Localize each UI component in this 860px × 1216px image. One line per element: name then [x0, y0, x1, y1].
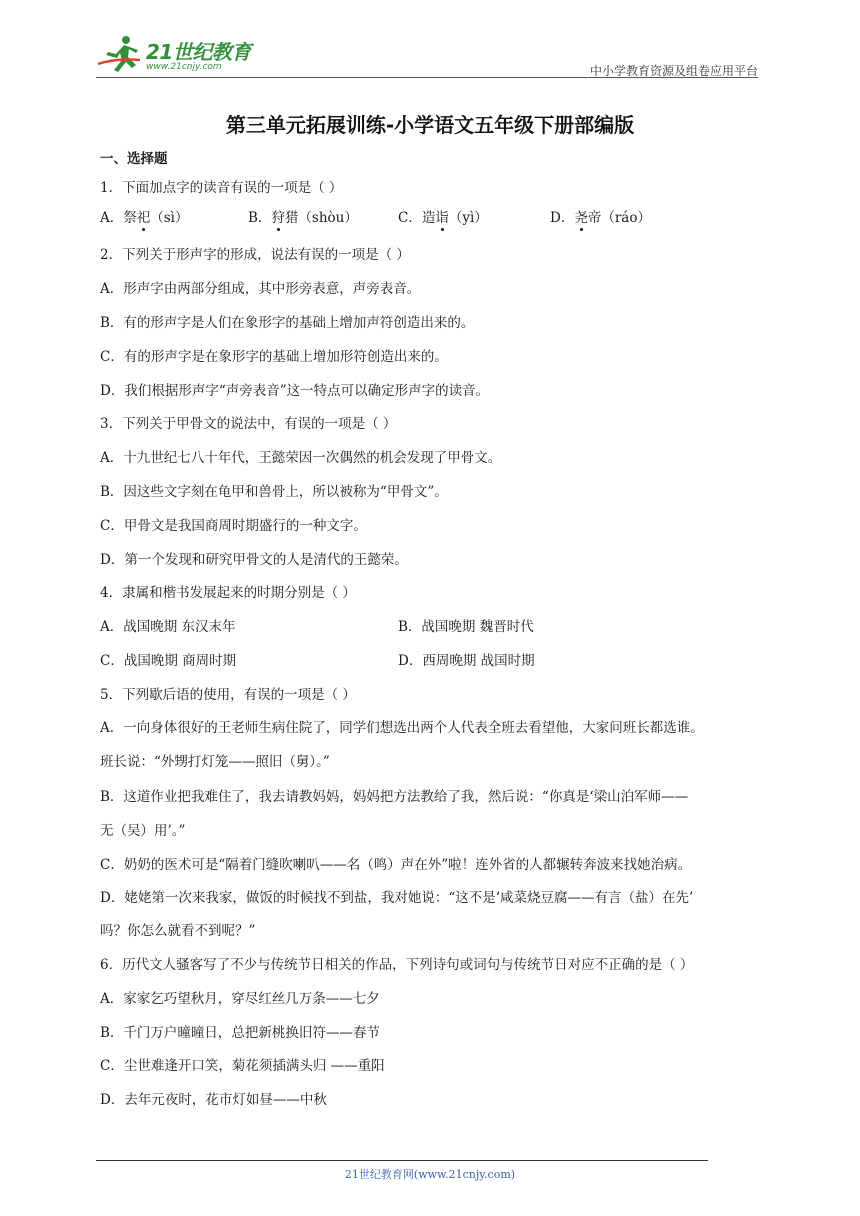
- question-2-option-a: A．形声字由两部分组成，其中形旁表意，声旁表音。: [100, 281, 421, 297]
- question-2-option-c: C．有的形声字是在象形字的基础上增加形符创造出来的。: [100, 349, 448, 365]
- logo: [96, 30, 266, 78]
- question-3-option-d: D．第一个发现和研究甲骨文的人是清代的王懿荣。: [100, 552, 408, 568]
- question-1-option-d: D．尧帝（ráo）: [550, 210, 651, 226]
- question-5-option-a: A．一向身体很好的王老师生病住院了，同学们想选出两个人代表全班去看望他，大家问班长都选谁。: [100, 720, 704, 736]
- document-title: 第三单元拓展训练-小学语文五年级下册部编版: [225, 113, 635, 137]
- footer-divider: [96, 1160, 708, 1161]
- question-5-option-d: D．姥姥第一次来我家，做饭的时候找不到盐，我对她说：“这不是‘咸菜烧豆腐——有言（盐）在先’: [100, 890, 694, 906]
- question-2-stem: 2．下列关于形声字的形成，说法有误的一项是（ ）: [100, 247, 410, 263]
- question-5-option-b-cont: 无（吴）用’。”: [100, 823, 186, 839]
- question-5-option-c: C．奶奶的医术可是“隔着门缝吹喇叭——名（鸣）声在外”啦！连外省的人都辗转奔波来找她治病。: [100, 857, 692, 873]
- question-4-option-a: A．战国晚期 东汉末年: [100, 619, 236, 635]
- question-2-option-b: B．有的形声字是人们在象形字的基础上增加声符创造出来的。: [100, 315, 475, 331]
- question-5-option-d-cont: 吗？你怎么就看不到呢？”: [100, 923, 256, 939]
- question-4-stem: 4．隶属和楷书发展起来的时期分别是（ ）: [100, 585, 356, 601]
- emphasis-dot-char: 诣: [435, 210, 449, 226]
- question-3-stem: 3．下列关于甲骨文的说法中，有误的一项是（ ）: [100, 416, 397, 432]
- question-6-option-b: B．千门万户曈曈日，总把新桃换旧符——春节: [100, 1025, 380, 1041]
- question-5-option-a-cont: 班长说：“外甥打灯笼——照旧（舅）。”: [100, 754, 330, 770]
- runner-logo-icon: [96, 34, 144, 74]
- question-6-option-d: D．去年元夜时，花市灯如昼——中秋: [100, 1092, 327, 1108]
- question-6-stem: 6．历代文人骚客写了不少与传统节日相关的作品，下列诗句或词句与传统节日对应不正确的是（ ）: [100, 957, 694, 973]
- footer-source: 21世纪教育网(www.21cnjy.com): [344, 1168, 516, 1181]
- logo-text: 21世纪教育: [146, 40, 251, 64]
- logo-url: www.21cnjy.com: [146, 62, 222, 72]
- question-5-option-b: B．这道作业把我难住了，我去请教妈妈，妈妈把方法教给了我，然后说：“你真是‘梁山泊军师——: [100, 789, 689, 805]
- emphasis-dot-char: 祀: [136, 210, 151, 226]
- question-4-option-b: B．战国晚期 魏晋时代: [398, 619, 534, 635]
- question-3-option-c: C．甲骨文是我国商周时期盛行的一种文字。: [100, 518, 367, 534]
- section-heading: 一、选择题: [100, 151, 168, 167]
- question-1-stem: 1．下面加点字的读音有误的一项是（ ）: [100, 180, 343, 196]
- question-4-option-c: C．战国晚期 商周时期: [100, 653, 237, 669]
- question-1-option-b: B．狩猎（shòu）: [248, 210, 358, 226]
- page-header: [96, 30, 758, 78]
- emphasis-dot-char: 尧: [574, 210, 588, 226]
- question-6-option-a: A．家家乞巧望秋月，穿尽红丝几万条——七夕: [100, 991, 380, 1007]
- platform-name: 中小学教育资源及组卷应用平台: [589, 64, 758, 78]
- question-3-option-b: B．因这些文字刻在龟甲和兽骨上，所以被称为“甲骨文”。: [100, 484, 448, 500]
- question-1-option-c: C．造诣（yì）: [398, 210, 488, 226]
- question-4-option-d: D．西周晚期 战国时期: [398, 653, 535, 669]
- question-5-stem: 5．下列歇后语的使用，有误的一项是（ ）: [100, 687, 356, 703]
- emphasis-dot-char: 狩: [271, 210, 285, 226]
- question-3-option-a: A．十九世纪七八十年代，王懿荣因一次偶然的机会发现了甲骨文。: [100, 450, 502, 466]
- question-1-option-a: A．祭祀（sì）: [100, 210, 189, 226]
- question-6-option-c: C．尘世难逢开口笑，菊花须插满头归 ——重阳: [100, 1058, 385, 1074]
- question-2-option-d: D．我们根据形声字“声旁表音”这一特点可以确定形声字的读音。: [100, 383, 490, 399]
- header-divider: [96, 77, 758, 78]
